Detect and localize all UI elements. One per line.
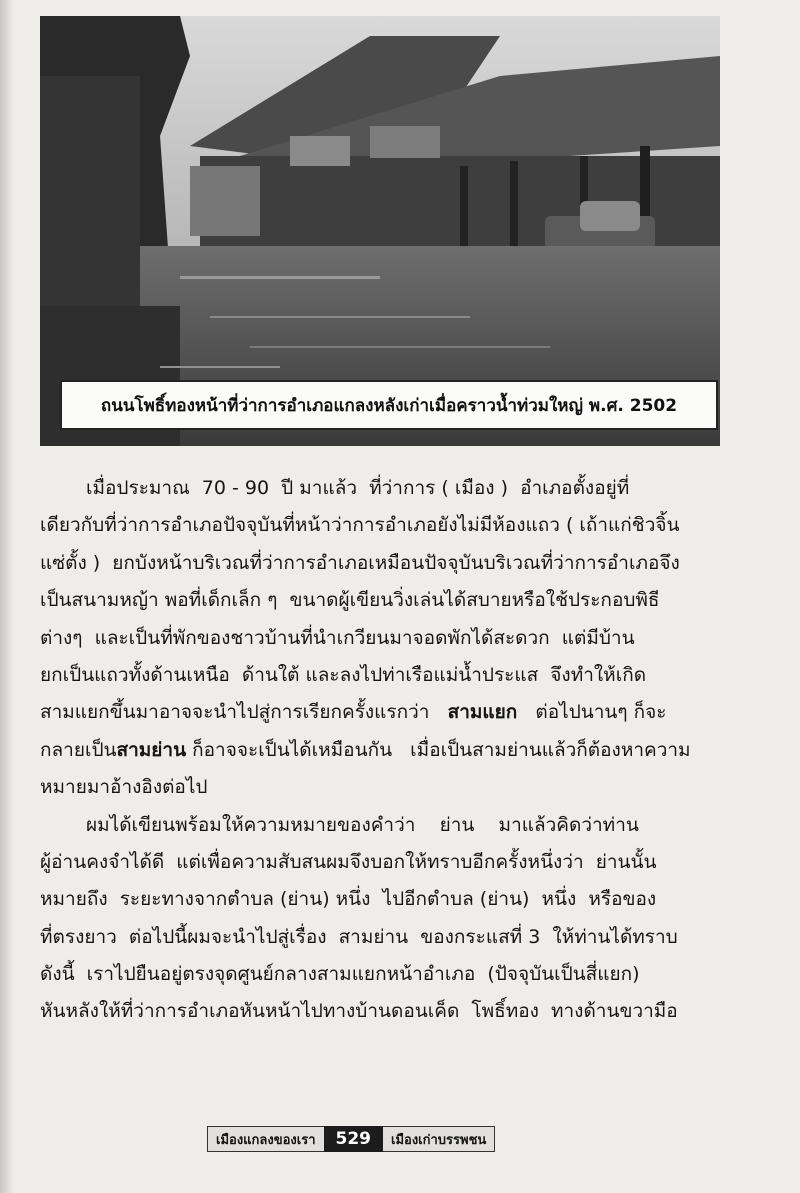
line-text: สามแยกขึ้นมาอาจจะนำไปสู่การเรียกครั้งแรกว่า [40, 701, 448, 724]
footer-series-title: เมืองเก่าบรรพชน [383, 1126, 495, 1152]
line-text: ก็อาจจะเป็นได้เหมือนกัน เมื่อเป็นสามย่านแล้วก็ต้องหาความ [186, 738, 691, 761]
paragraph-line [40, 470, 744, 507]
line-text: ต่อไปนานๆ ก็จะ [517, 701, 667, 724]
line-text: เดียวกับที่ว่าการอำเภอปัจจุบันที่หน้าว่าการอำเภอยังไม่มีห้องแถว ( เถ้าแก่ชิวจิ้น [40, 514, 680, 537]
line-text: ผู้อ่านคงจำได้ดี แต่เพื่อความสับสนผมจึงบอกให้ทราบอีกครั้งหนึ่งว่า ย่านนั้น [40, 850, 657, 873]
line-text: เป็นสนามหญ้า พอที่เด็กเล็ก ๆ ขนาดผู้เขียนวิ่งเล่นได้สบายหรือใช้ประกอบพิธี [40, 589, 660, 612]
line-text: ต่างๆ และเป็นที่พักของชาวบ้านที่นำเกวียนมาจอดพักได้สะดวก แต่มีบ้าน [40, 626, 635, 649]
paragraph-line [40, 769, 744, 806]
line-text: เมื่อประมาณ 70 - 90 ปี มาแล้ว ที่ว่าการ ( เมือง ) อำเภอตั้งอยู่ที่ [86, 477, 630, 499]
paragraph-line [40, 807, 744, 844]
paragraph-line [40, 620, 744, 657]
line-text: ยกเป็นแถวทั้งด้านเหนือ ด้านใต้ และลงไปท่าเรือแม่น้ำประแส จึงทำให้เกิด [40, 663, 647, 686]
line-text: ผมได้เขียนพร้อมให้ความหมายของคำว่า ย่าน มาแล้วคิดว่าท่าน [86, 813, 639, 836]
footer-page-number: 529 [324, 1126, 384, 1152]
emphasized-term: สามย่าน [116, 738, 187, 761]
paragraph-line [40, 732, 744, 769]
paragraph-line [40, 956, 744, 993]
paragraph-line [40, 545, 744, 582]
line-text: หมายถึง ระยะทางจากตำบล (ย่าน) หนึ่ง ไปอีกตำบล (ย่าน) หนึ่ง หรือของ [40, 888, 657, 911]
photo-caption-box [60, 380, 718, 430]
emphasized-term: สามแยก [447, 701, 518, 724]
paragraph-line [40, 844, 744, 881]
article-body [40, 470, 744, 1031]
paragraph-line [40, 881, 744, 918]
line-text: กลายเป็น [40, 738, 117, 761]
paragraph-line [40, 694, 744, 731]
line-text: ดังนี้ เราไปยืนอยู่ตรงจุดศูนย์กลางสามแยกหน้าอำเภอ (ปัจจุบันเป็นสี่แยก) [40, 963, 640, 986]
paragraph-line [40, 993, 744, 1030]
paragraph-line [40, 919, 744, 956]
paragraph-line [40, 582, 744, 619]
page-footer [207, 1126, 495, 1152]
footer-book-title: เมืองแกลงของเรา [207, 1126, 324, 1152]
photo-caption: ถนนโพธิ์ทองหน้าที่ว่าการอำเภอแกลงหลังเก่าเมื่อคราวน้ำท่วมใหญ่ พ.ศ. 2502 [100, 395, 678, 416]
line-text: ที่ตรงยาว ต่อไปนี้ผมจะนำไปสู่เรื่อง สามย่าน ของกระแสที่ 3 ให้ท่านได้ทราบ [40, 925, 678, 948]
line-text: แซ่ตั้ง ) ยกบังหน้าบริเวณที่ว่าการอำเภอเหมือนปัจจุบันบริเวณที่ว่าการอำเภอจึง [40, 551, 680, 574]
line-text: หมายมาอ้างอิงต่อไป [40, 776, 208, 799]
paragraph-line [40, 507, 744, 544]
page-gutter-shadow [0, 0, 14, 1193]
line-text: หันหลังให้ที่ว่าการอำเภอหันหน้าไปทางบ้านดอนเค็ด โพธิ์ทอง ทางด้านขวามือ [40, 1000, 678, 1023]
paragraph-line [40, 657, 744, 694]
